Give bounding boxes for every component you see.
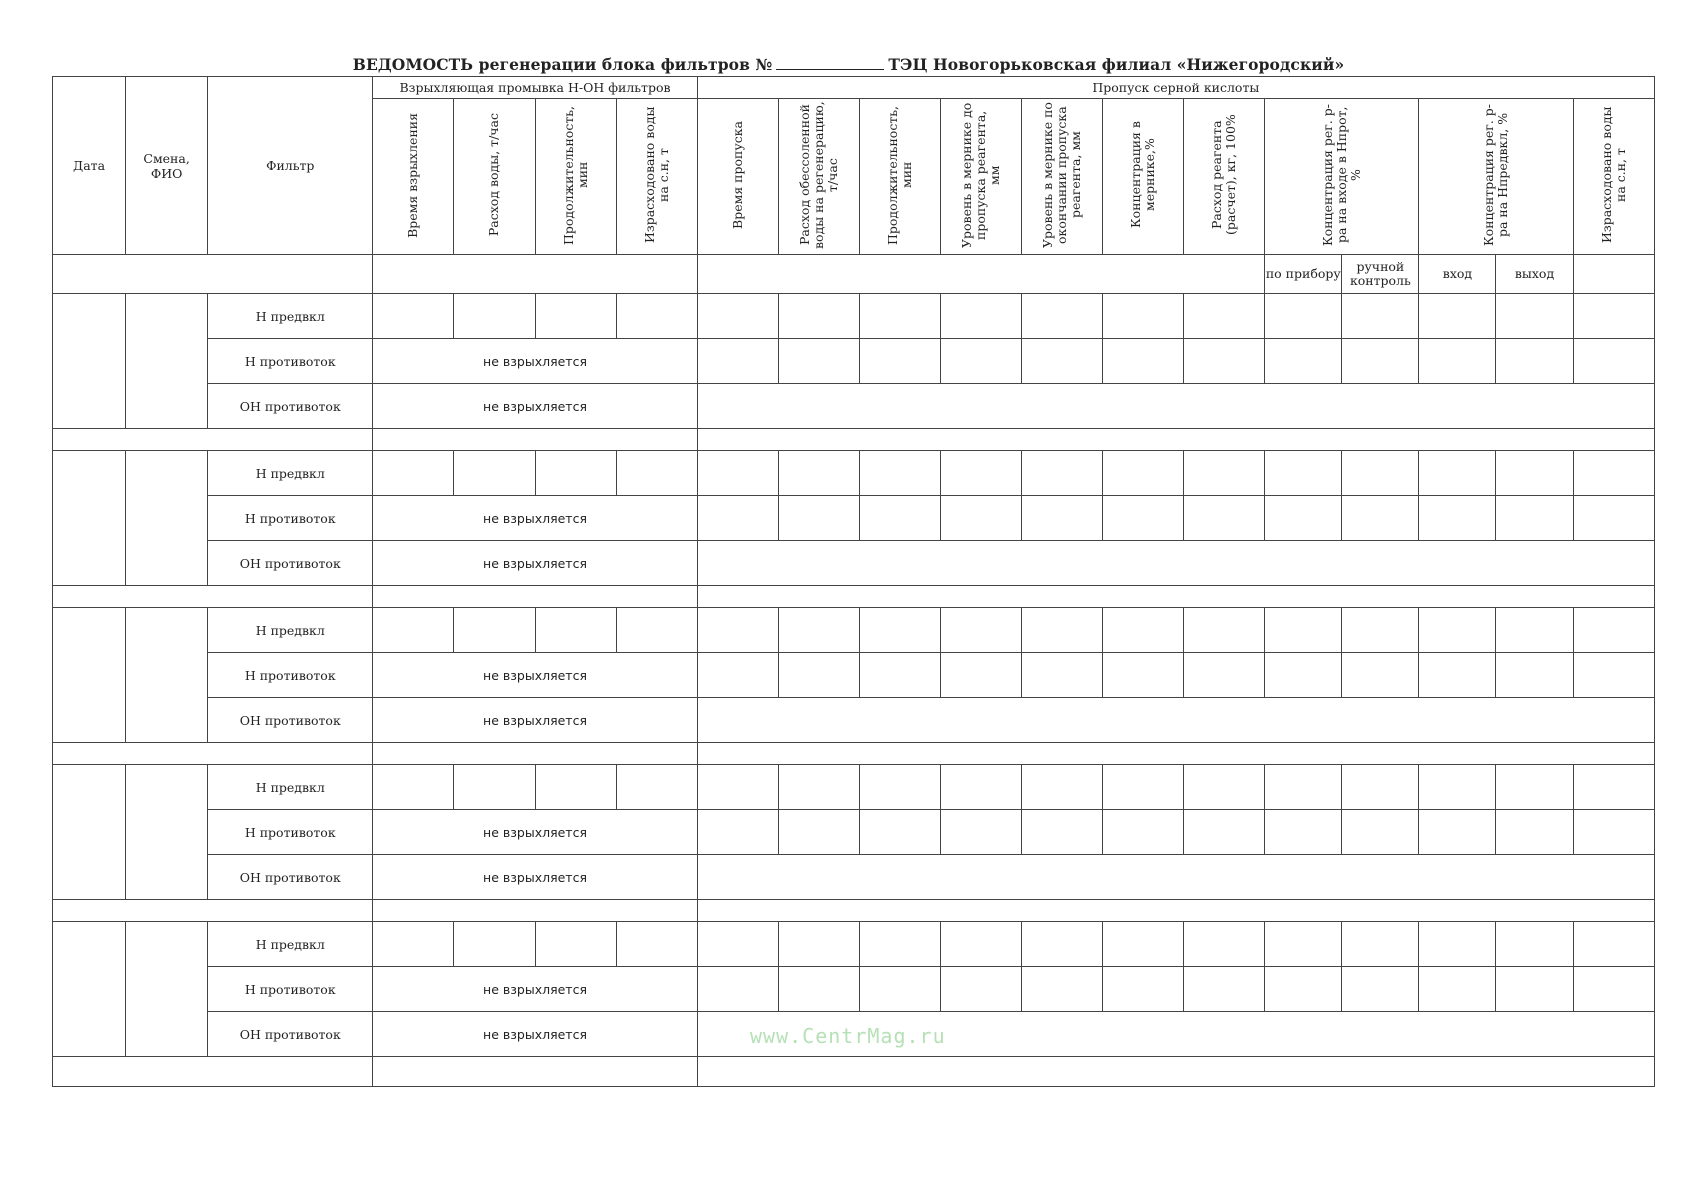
merged-empty-cell[interactable] [697,855,1654,900]
data-cell[interactable] [859,922,940,967]
separator-row [53,586,1655,608]
data-cell[interactable] [859,653,940,698]
data-cell[interactable] [697,294,778,339]
subheader-outlet: выход [1496,255,1573,294]
column-header [859,99,940,255]
data-cell[interactable] [1184,608,1265,653]
filter-name-cell: Н противоток [208,339,373,384]
column-header [940,99,1021,255]
data-cell[interactable] [940,339,1021,384]
data-cell[interactable] [778,810,859,855]
table-row [53,922,1655,967]
separator-cell[interactable] [697,900,1654,922]
watermark: www.CentrMag.ru [750,1024,946,1048]
column-header [778,99,859,255]
data-cell[interactable] [697,810,778,855]
data-cell[interactable] [1342,653,1419,698]
data-cell[interactable] [1265,294,1342,339]
data-cell[interactable] [535,294,616,339]
filter-name-cell: Н предвкл [208,451,373,496]
data-cell[interactable] [1342,967,1419,1012]
data-cell[interactable] [1496,608,1573,653]
table-row [53,698,1655,743]
filter-name-cell: ОН противоток [208,541,373,586]
table-row [53,294,1655,339]
data-cell[interactable] [454,608,535,653]
subheader-blank [53,255,373,294]
column-header [1265,99,1419,255]
data-cell[interactable] [1103,967,1184,1012]
data-cell[interactable] [697,339,778,384]
header-group-acid: Пропуск серной кислоты [697,77,1654,99]
column-header-label: Продолжительность, мин [884,105,914,245]
table-row [53,608,1655,653]
data-cell[interactable] [859,810,940,855]
data-cell[interactable] [1496,496,1573,541]
data-cell[interactable] [373,294,454,339]
filter-name-cell: ОН противоток [208,855,373,900]
table-row [53,967,1655,1012]
separator-cell[interactable] [53,586,373,608]
date-cell[interactable] [53,765,126,900]
shift-cell[interactable] [126,451,208,586]
data-cell[interactable] [1342,922,1419,967]
not-loosened-cell: не взрыхляется [373,967,697,1012]
table-row [53,855,1655,900]
subheader-inlet: вход [1419,255,1496,294]
data-cell[interactable] [1265,765,1342,810]
data-cell[interactable] [535,451,616,496]
data-cell[interactable] [940,922,1021,967]
data-cell[interactable] [1184,339,1265,384]
not-loosened-cell: не взрыхляется [373,541,697,586]
data-cell[interactable] [1496,653,1573,698]
table-row [53,765,1655,810]
column-header [1103,99,1184,255]
data-cell[interactable] [1496,339,1573,384]
data-cell[interactable] [373,765,454,810]
regeneration-log-table [52,76,1655,1087]
not-loosened-cell: не взрыхляется [373,384,697,429]
subheader-blank [1573,255,1654,294]
separator-cell[interactable] [53,743,373,765]
data-cell[interactable] [1573,653,1654,698]
data-cell[interactable] [535,922,616,967]
data-cell[interactable] [1342,765,1419,810]
separator-cell[interactable] [697,743,1654,765]
header-filter: Фильтр [208,77,373,255]
data-cell[interactable] [1573,339,1654,384]
column-header-label: Концентрация в мернике,% [1128,121,1158,229]
data-cell[interactable] [697,496,778,541]
filter-name-cell: Н предвкл [208,294,373,339]
data-cell[interactable] [778,294,859,339]
title-part1: ВЕДОМОСТЬ регенерации блока фильтров № [352,55,773,74]
data-cell[interactable] [697,608,778,653]
data-cell[interactable] [1022,608,1103,653]
data-cell[interactable] [859,496,940,541]
column-header-label: Время пропуска [729,121,745,229]
data-cell[interactable] [1022,967,1103,1012]
subheader-by-device: по прибору [1265,255,1342,294]
data-cell[interactable] [940,608,1021,653]
data-cell[interactable] [454,922,535,967]
separator-cell[interactable] [697,429,1654,451]
data-cell[interactable] [1419,608,1496,653]
data-cell[interactable] [373,922,454,967]
column-header [1419,99,1573,255]
table-row [53,451,1655,496]
data-cell[interactable] [859,765,940,810]
not-loosened-cell: не взрыхляется [373,653,697,698]
data-cell[interactable] [1573,451,1654,496]
filter-name-cell: Н предвкл [208,608,373,653]
not-loosened-cell: не взрыхляется [373,855,697,900]
filter-name-cell: Н противоток [208,810,373,855]
data-cell[interactable] [1342,339,1419,384]
data-cell[interactable] [616,922,697,967]
data-cell[interactable] [1184,451,1265,496]
merged-empty-cell[interactable] [697,541,1654,586]
data-cell[interactable] [697,451,778,496]
data-cell[interactable] [1419,653,1496,698]
data-cell[interactable] [778,339,859,384]
data-cell[interactable] [1103,496,1184,541]
data-cell[interactable] [1419,496,1496,541]
table-row [53,541,1655,586]
filter-name-cell: ОН противоток [208,1012,373,1057]
subheader-manual-control: ручной контроль [1342,255,1419,294]
data-cell[interactable] [1022,496,1103,541]
data-cell[interactable] [1419,765,1496,810]
data-cell[interactable] [1573,496,1654,541]
separator-cell[interactable] [697,586,1654,608]
column-header-label: Продолжительность, мин [560,105,590,245]
table-row [53,384,1655,429]
shift-cell[interactable] [126,608,208,743]
data-cell[interactable] [778,451,859,496]
separator-cell[interactable] [373,429,697,451]
filter-name-cell: Н предвкл [208,922,373,967]
data-cell[interactable] [859,451,940,496]
not-loosened-cell: не взрыхляется [373,1012,697,1057]
filter-block-number-blank[interactable] [776,57,884,70]
data-cell[interactable] [859,967,940,1012]
separator-cell[interactable] [373,743,697,765]
data-cell[interactable] [1573,967,1654,1012]
data-cell[interactable] [616,608,697,653]
data-cell[interactable] [940,294,1021,339]
data-cell[interactable] [940,653,1021,698]
data-cell[interactable] [1265,810,1342,855]
data-cell[interactable] [1265,451,1342,496]
data-cell[interactable] [1419,922,1496,967]
separator-row [53,1057,1655,1087]
data-cell[interactable] [697,653,778,698]
data-cell[interactable] [940,451,1021,496]
data-cell[interactable] [1103,608,1184,653]
separator-cell[interactable] [53,1057,373,1087]
separator-cell[interactable] [373,1057,697,1087]
data-cell[interactable] [940,810,1021,855]
data-cell[interactable] [1022,451,1103,496]
header-date: Дата [53,77,126,255]
data-cell[interactable] [1496,294,1573,339]
not-loosened-cell: не взрыхляется [373,496,697,541]
not-loosened-cell: не взрыхляется [373,339,697,384]
data-cell[interactable] [1184,496,1265,541]
data-cell[interactable] [697,765,778,810]
merged-empty-cell[interactable] [697,384,1654,429]
separator-row [53,743,1655,765]
date-cell[interactable] [53,608,126,743]
date-cell[interactable] [53,451,126,586]
data-cell[interactable] [1419,294,1496,339]
column-header-label: Израсходовано воды на с.н, т [1598,106,1628,244]
data-cell[interactable] [1022,653,1103,698]
data-cell[interactable] [1265,922,1342,967]
shift-cell[interactable] [126,765,208,900]
data-cell[interactable] [1022,765,1103,810]
data-cell[interactable] [1342,496,1419,541]
data-cell[interactable] [1419,451,1496,496]
data-cell[interactable] [778,765,859,810]
column-header [535,99,616,255]
data-cell[interactable] [1184,967,1265,1012]
subheader-blank [373,255,697,294]
data-cell[interactable] [697,967,778,1012]
filter-name-cell: ОН противоток [208,384,373,429]
data-cell[interactable] [1022,339,1103,384]
data-cell[interactable] [1573,922,1654,967]
data-cell[interactable] [1022,922,1103,967]
column-header [697,99,778,255]
column-header-label: Расход реагента (расчет), кг, 100% [1209,114,1239,236]
data-cell[interactable] [373,451,454,496]
column-header [616,99,697,255]
date-cell[interactable] [53,294,126,429]
data-cell[interactable] [1573,608,1654,653]
data-cell[interactable] [778,496,859,541]
shift-cell[interactable] [126,922,208,1057]
filter-name-cell: Н противоток [208,967,373,1012]
data-cell[interactable] [1342,451,1419,496]
separator-row [53,900,1655,922]
data-cell[interactable] [616,451,697,496]
separator-row [53,429,1655,451]
date-cell[interactable] [53,922,126,1057]
data-cell[interactable] [1573,765,1654,810]
data-cell[interactable] [1342,608,1419,653]
column-header [1184,99,1265,255]
header-shift: Смена, ФИО [126,77,208,255]
data-cell[interactable] [940,496,1021,541]
separator-cell[interactable] [697,1057,1654,1087]
data-cell[interactable] [1184,653,1265,698]
separator-cell[interactable] [373,586,697,608]
separator-cell[interactable] [53,900,373,922]
data-cell[interactable] [1103,339,1184,384]
data-cell[interactable] [1184,294,1265,339]
data-cell[interactable] [1022,294,1103,339]
document-title [0,55,1697,74]
merged-empty-cell[interactable] [697,698,1654,743]
column-header-label: Уровень в мернике по окончании пропуска реагента, мм [1040,102,1084,248]
table-row [53,339,1655,384]
column-header [1022,99,1103,255]
data-cell[interactable] [1184,810,1265,855]
data-cell[interactable] [1573,810,1654,855]
separator-cell[interactable] [373,900,697,922]
data-cell[interactable] [778,608,859,653]
data-cell[interactable] [535,608,616,653]
data-cell[interactable] [1103,653,1184,698]
filter-name-cell: Н предвкл [208,765,373,810]
data-cell[interactable] [1419,967,1496,1012]
column-header-label: Время взрыхления [405,112,421,238]
column-header-label: Концентрация рег. р-ра на Нпредвкл, % [1480,103,1510,247]
data-cell[interactable] [1265,339,1342,384]
data-cell[interactable] [778,967,859,1012]
data-cell[interactable] [454,451,535,496]
data-cell[interactable] [778,922,859,967]
data-cell[interactable] [616,765,697,810]
not-loosened-cell: не взрыхляется [373,698,697,743]
header-group-loosening: Взрыхляющая промывка Н-ОН фильтров [373,77,697,99]
data-cell[interactable] [1265,496,1342,541]
data-cell[interactable] [454,294,535,339]
title-part2: ТЭЦ Новогорьковская филиал «Нижегородский» [888,55,1345,74]
data-cell[interactable] [535,765,616,810]
data-cell[interactable] [1419,810,1496,855]
column-header-label: Израсходовано воды на с.н, т [641,106,671,244]
column-header [1573,99,1654,255]
data-cell[interactable] [454,765,535,810]
data-cell[interactable] [1184,765,1265,810]
separator-cell[interactable] [53,429,373,451]
table-row [53,653,1655,698]
data-cell[interactable] [1265,653,1342,698]
data-cell[interactable] [940,765,1021,810]
data-cell[interactable] [1265,967,1342,1012]
data-cell[interactable] [1022,810,1103,855]
column-header [373,99,454,255]
data-cell[interactable] [1496,967,1573,1012]
filter-name-cell: ОН противоток [208,698,373,743]
data-cell[interactable] [859,339,940,384]
data-cell[interactable] [1496,765,1573,810]
data-cell[interactable] [1103,810,1184,855]
data-cell[interactable] [940,967,1021,1012]
column-header-label: Уровень в мернике до пропуска реагента, мм [958,102,1002,248]
data-cell[interactable] [616,294,697,339]
data-cell[interactable] [859,608,940,653]
data-cell[interactable] [1342,294,1419,339]
data-cell[interactable] [1103,451,1184,496]
data-cell[interactable] [1496,451,1573,496]
column-header [454,99,535,255]
data-cell[interactable] [1496,922,1573,967]
data-cell[interactable] [859,294,940,339]
data-cell[interactable] [1419,339,1496,384]
column-header-label: Расход обессоленной воды на регенерацию, т/час [796,101,840,249]
subheader-blank [697,255,1265,294]
data-cell[interactable] [1573,294,1654,339]
column-header-label: Концентрация рег. р-ра на входе в Нпрот, % [1319,103,1363,247]
data-cell[interactable] [1103,294,1184,339]
data-cell[interactable] [1342,810,1419,855]
shift-cell[interactable] [126,294,208,429]
filter-name-cell: Н противоток [208,653,373,698]
filter-name-cell: Н противоток [208,496,373,541]
data-cell[interactable] [1103,922,1184,967]
not-loosened-cell: не взрыхляется [373,810,697,855]
data-cell[interactable] [1103,765,1184,810]
data-cell[interactable] [697,922,778,967]
column-header-label: Расход воды, т/час [486,113,502,237]
data-cell[interactable] [778,653,859,698]
data-cell[interactable] [1184,922,1265,967]
data-cell[interactable] [1496,810,1573,855]
data-cell[interactable] [373,608,454,653]
table-row [53,496,1655,541]
table-row [53,810,1655,855]
data-cell[interactable] [1265,608,1342,653]
